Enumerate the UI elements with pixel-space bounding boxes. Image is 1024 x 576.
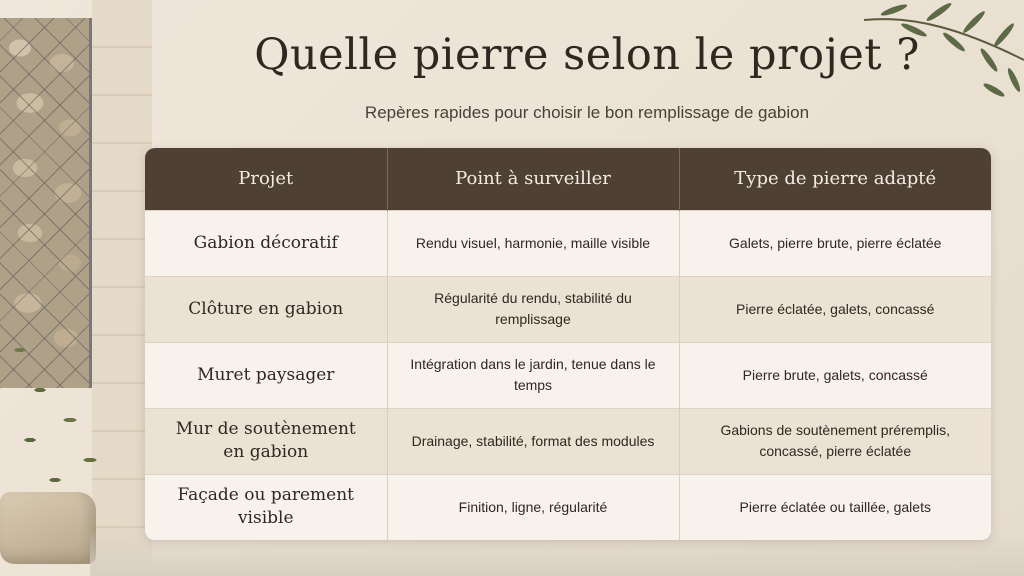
cell-pierre: Gabions de soutènement préremplis, concassé, pierre éclatée xyxy=(679,408,991,474)
table-row xyxy=(145,408,991,474)
cell-point: Finition, ligne, régularité xyxy=(387,474,679,540)
cell-projet: Gabion décoratif xyxy=(145,210,387,276)
header-type-de-pierre: Type de pierre adapté xyxy=(734,168,937,190)
cell-pierre: Pierre éclatée ou taillée, galets xyxy=(679,474,991,540)
table-row xyxy=(145,474,991,540)
cell-pierre: Pierre éclatée, galets, concassé xyxy=(679,276,991,342)
table-header-row xyxy=(145,148,991,210)
cell-point: Régularité du rendu, stabilité du remplissage xyxy=(387,276,679,342)
header-projet: Projet xyxy=(145,148,387,210)
table-row xyxy=(145,342,991,408)
cell-projet: Façade ou parement visible xyxy=(145,474,387,540)
cell-pierre: Pierre brute, galets, concassé xyxy=(679,342,991,408)
stone-block-image xyxy=(0,492,96,564)
cell-point: Rendu visuel, harmonie, maille visible xyxy=(387,210,679,276)
page-title: Quelle pierre selon le projet ? xyxy=(254,30,920,80)
cell-point: Drainage, stabilité, format des modules xyxy=(387,408,679,474)
header-point-a-surveiller: Point à surveiller xyxy=(387,148,679,210)
cell-pierre: Galets, pierre brute, pierre éclatée xyxy=(679,210,991,276)
page-subtitle: Repères rapides pour choisir le bon remplissage de gabion xyxy=(364,103,810,122)
cell-projet: Muret paysager xyxy=(145,342,387,408)
cell-projet: Clôture en gabion xyxy=(145,276,387,342)
table-row xyxy=(145,210,991,276)
stone-selection-table xyxy=(145,148,991,540)
cell-point: Intégration dans le jardin, tenue dans le temps xyxy=(387,342,679,408)
table-row xyxy=(145,276,991,342)
cell-projet: Mur de soutènement en gabion xyxy=(145,408,387,474)
